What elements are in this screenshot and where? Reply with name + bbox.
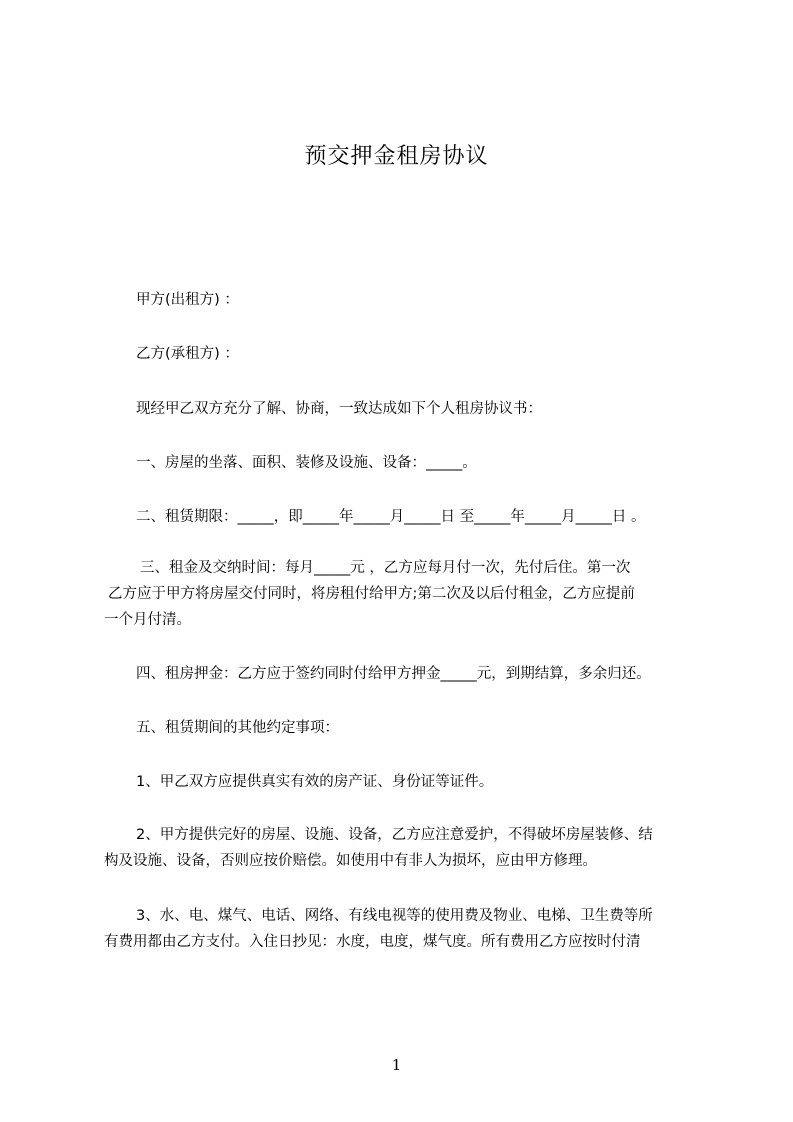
clause-5: 五、租赁期间的其他约定事项： [136,720,339,736]
page-number: 1 [391,1056,402,1074]
item-2-line-1: 2、甲方提供完好的房屋、设施、设备，乙方应注意爱护，不得破坏房屋装修、结 [136,827,653,843]
party-a-line: 甲方(出租方) ： [136,292,239,308]
clause-2: 二、租赁期限：_____，即_____年_____月_____日 至_____年_____月_____日 。 [136,509,646,525]
item-1: 1、甲乙双方应提供真实有效的房产证、身份证等证件。 [136,774,494,790]
document-title: 预交押金租房协议 [304,144,489,169]
clause-4: 四、租房押金：乙方应于签约同时付给甲方押金_____元，到期结算，多余归还。 [136,666,651,682]
intro-paragraph: 现经甲乙双方充分了解、协商，一致达成如下个人租房协议书： [136,401,542,417]
item-2-line-2: 构及设施、设备，否则应按价赔偿。如使用中有非人为损坏，应由甲方修理。 [104,853,597,869]
item-3-line-1: 3、水、电、煤气、电话、网络、有线电视等的使用费及物业、电梯、卫生费等所 [136,908,653,924]
clause-1: 一、房屋的坐落、面积、装修及设施、设备：_____。 [136,455,477,471]
clause-3-line-2: 乙方应于甲方将房屋交付同时，将房租付给甲方;第二次及以后付租金，乙方应提前 [108,586,635,602]
party-b-line: 乙方(承租方) ： [136,346,239,362]
clause-3-line-3: 一个月付清。 [104,612,191,628]
item-3-line-2: 有费用都由乙方支付。入住日抄见：水度，电度，煤气度。所有费用乙方应按时付清 [104,934,641,950]
clause-3-line-1: 三、租金及交纳时间：每月_____元 ，乙方应每月付一次，先付后住。第一次 [140,560,631,576]
